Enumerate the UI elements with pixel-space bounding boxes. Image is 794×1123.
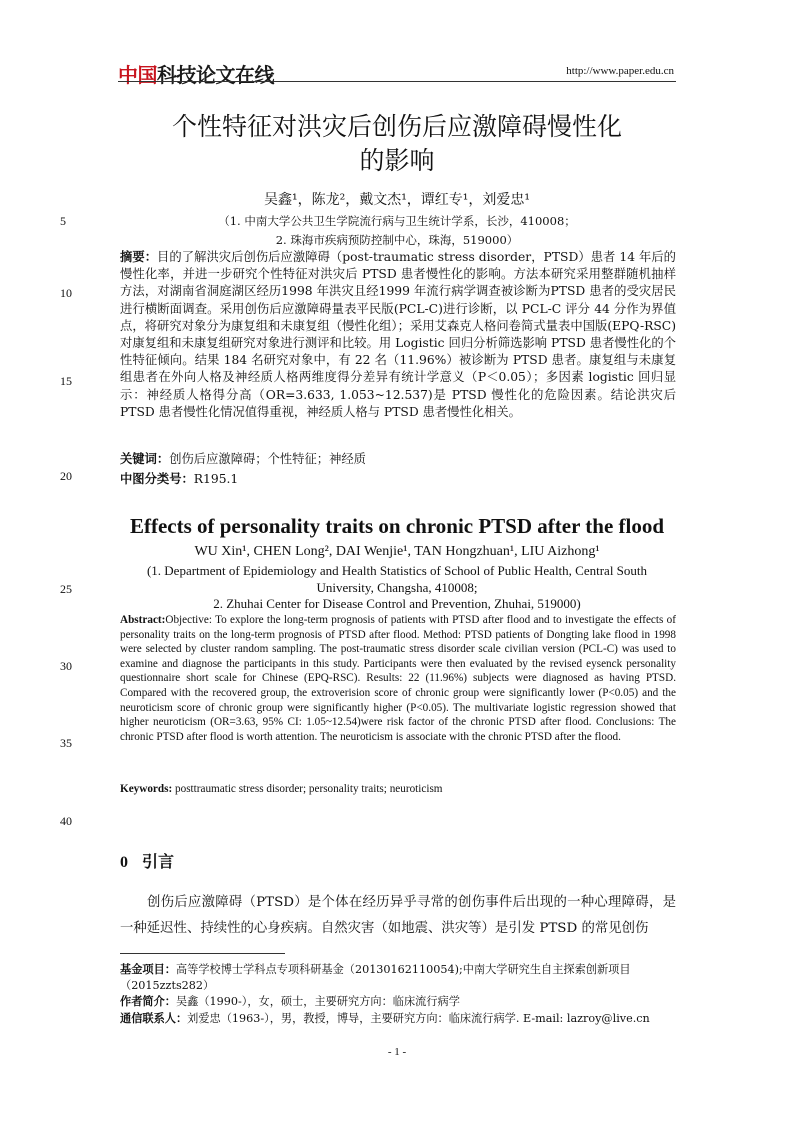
abstract-en-text: Objective: To explore the long-term prognosis of patients with PTSD after flood and to investigate the effects of personality traits on the long-term prognosis of PTSD after flood. Method: PTSD patients of Dongting lake flood in 1998 were selected by cluster random sampling. The post-traumatic stress disorder scale civilian version (PCL-C) was used to examine and diagnose the participants in this study. Participants were then evaluated by the revised eysenck personality questionnaire short scale for Chinese (EPQ-RSC). Results: 22 (11.96%) subjects were diagnosed as having PTSD. Compared with the recovered group, the extroverision score of chronic group were significantly lower (P<0.05) and the neuroticism score of chronic group were significantly higher (P<0.05). The multivariate logistic regression showed that higher neuroticism (OR=3.63, 95% CI: 1.05~12.54)were risk factor of the chronic PTSD after flood. Conclusions: The chronic PTSD after flood is worth attention. The neuroticism is associate with the chronic PTSD after the flood. (120, 614, 676, 743)
affiliation-en-1: (1. Department of Epidemiology and Health Statistics of School of Public Health, Central South University, Changsha, 410008; (146, 563, 648, 595)
affiliation-cn-1: （1. 中南大学公共卫生学院流行病与卫生统计学系，长沙，410008； (218, 214, 576, 228)
footnote-divider (120, 953, 285, 954)
logo-red-text: 中国 (118, 63, 157, 87)
abstract-cn-text: 目的了解洪灾后创伤后应激障碍（post-traumatic stress disorder，PTSD）患者 14 年后的慢性化率，并进一步研究个性特征对洪灾后 PTSD 患者慢性化的影响。方法本研究采用整群随机抽样方法，对湖南省洞庭湖区经历1998 年洪灾且经1999 年流行病学调查被诊断为PTSD 患者的受灾居民进行横断面调查。采用创伤后应激障碍量表平民版(PCL-C)进行诊断，以 PCL-C 评分 44 分作为界值点，将研究对象分为康复组和未康复组（慢性化组）；采用艾森克人格问卷简式量表中国版(EPQ-RSC)对康复组和未康复组研究对象进行测评和比较。用 Logistic 回归分析筛选影响 PTSD 患者慢性化的个性特征倾向。结果 184 名研究对象中，有 22 名（11.96%）被诊断为 PTSD 患者。康复组与未康复组患者在外向人格及神经质人格两维度得分差异有统计学意义（P＜0.05）；多因素 logistic 回归显示：神经质人格得分高（OR=3.633, 1.053~12.537)是 PTSD 慢性化的危险因素。结论洪灾后 PTSD 患者慢性化情况值得重视，神经质人格与 PTSD 患者慢性化相关。 (120, 250, 676, 419)
footnote-text: 刘爱忠（1963-），男，教授，博导，主要研究方向：临床流行病学. E-mail: lazroy@live.cn (187, 1011, 650, 1025)
line-number: 40 (60, 814, 72, 828)
line-number: 15 (60, 374, 72, 388)
line-number: 30 (60, 659, 72, 673)
keywords-en (120, 783, 676, 795)
footnote-text: 吴鑫（1990-），女，硕士，主要研究方向：临床流行病学 (175, 995, 460, 1009)
authors-en: WU Xin¹, CHEN Long², DAI Wenjie¹, TAN Hongzhuan¹, LIU Aizhong¹ (194, 544, 600, 559)
title-cn-line-2: 的影响 (359, 146, 435, 175)
keywords-en-label: Keywords: (120, 783, 173, 795)
header-divider (118, 81, 676, 82)
abstract-en (120, 613, 676, 744)
classification-cn-text: R195.1 (193, 472, 239, 486)
footnote-label: 通信联系人： (120, 1011, 188, 1025)
line-number: 35 (60, 736, 72, 750)
footnote-text: 高等学校博士学科点专项科研基金（20130162110054);中南大学研究生自主探索创新项目（2015zzts282） (120, 963, 631, 993)
keywords-cn (120, 449, 676, 467)
body-paragraph: 创伤后应激障碍（PTSD）是个体在经历异乎寻常的创伤事件后出现的一种心理障碍，是一种延迟性、持续性的心身疾病。自然灾害（如地震、洪灾等）是引发 PTSD 的常见创伤 (120, 895, 676, 936)
footnote-label: 作者简介： (120, 995, 176, 1009)
title-cn-line-1: 个性特征对洪灾后创伤后应激障碍慢性化 (171, 112, 622, 141)
abstract-en-label: Abstract: (120, 614, 166, 626)
footnotes (120, 962, 676, 1027)
classification-cn-label: 中图分类号： (120, 472, 194, 486)
classification-cn (120, 469, 676, 487)
section-number: 0 (120, 854, 128, 871)
section-heading (120, 849, 174, 872)
keywords-en-text: posttraumatic stress disorder; personality traits; neuroticism (175, 783, 443, 795)
header-url[interactable]: http://www.paper.edu.cn (566, 65, 674, 77)
keywords-cn-label: 关键词： (120, 452, 170, 466)
abstract-cn-label: 摘要： (120, 250, 158, 264)
authors-cn: 吴鑫¹，陈龙²，戴文杰¹，谭红专¹，刘爱忠¹ (263, 192, 531, 208)
logo-dark-text: 科技论文在线 (157, 63, 274, 87)
affiliations-en (118, 563, 676, 613)
paper-title-cn (118, 110, 676, 178)
footnote-corresponding (120, 1011, 676, 1027)
line-number: 20 (60, 469, 72, 483)
keywords-cn-text: 创伤后应激障碍；个性特征；神经质 (169, 452, 366, 466)
page-number: - 1 - (387, 1046, 407, 1058)
line-number: 5 (60, 214, 66, 228)
journal-logo (118, 59, 274, 88)
section-title: 引言 (142, 852, 175, 871)
affiliations-cn (118, 212, 676, 250)
line-number: 25 (60, 582, 72, 596)
footnote-label: 基金项目： (120, 963, 176, 976)
footnote-funding (120, 962, 676, 994)
affiliation-en-2: 2. Zhuhai Center for Disease Control and Prevention, Zhuhai, 519000) (213, 596, 581, 611)
paper-title-en: Effects of personality traits on chronic PTSD after the flood (129, 514, 665, 538)
abstract-cn (120, 249, 676, 421)
affiliation-cn-2: 2. 珠海市疾病预防控制中心，珠海，519000） (275, 233, 519, 247)
line-number: 10 (60, 286, 72, 300)
footnote-author-bio (120, 994, 676, 1010)
